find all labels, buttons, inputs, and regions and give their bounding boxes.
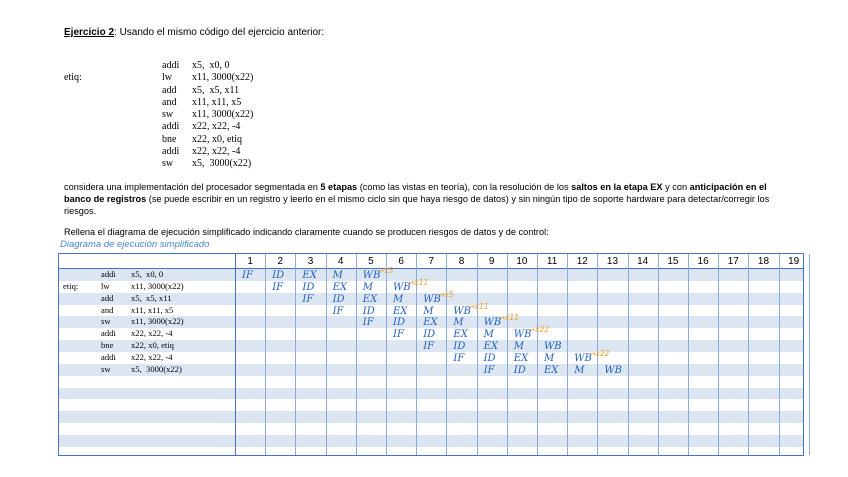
column-divider <box>265 254 266 455</box>
stage-if: IF <box>362 317 374 329</box>
stage-if: IF <box>423 341 435 353</box>
column-divider <box>326 254 327 455</box>
writeback-register-note: →x22 <box>589 348 610 358</box>
diagram-row <box>59 388 803 400</box>
instruction-mnemonic: and <box>101 304 114 315</box>
stage-id: ID <box>332 293 345 305</box>
code-line <box>64 146 253 158</box>
code-operands: x5, x0, 0 <box>192 60 230 71</box>
column-divider <box>356 254 357 455</box>
stage-if: IF <box>242 270 253 281</box>
stage-m: M <box>483 329 494 341</box>
code-operands: x22, x22, -4 <box>192 121 241 133</box>
instruction-mnemonic: lw <box>101 280 110 291</box>
stage-wb: WB <box>423 293 441 305</box>
instruction-operands: x11, 3000(x22) <box>131 316 184 327</box>
writeback-register-note: →x11 <box>408 277 429 287</box>
code-mnemonic: sw <box>162 109 174 121</box>
cycle-header: 17 <box>727 256 739 267</box>
instruction-operands: x5, 3000(x22) <box>131 363 182 374</box>
code-label <box>64 146 128 158</box>
writeback-register-note: →x22 <box>528 325 550 335</box>
diagram-caption: Diagrama de ejecución simplificado <box>60 239 210 250</box>
stage-if: IF <box>393 329 404 341</box>
code-label <box>64 158 128 170</box>
stage-ex: EX <box>423 317 438 329</box>
code-operands: x11, 3000(x22) <box>192 109 254 121</box>
description-paragraph: considera una implementación del procesador segmentada en 5 etapas (como las vistas en teoría), con la resolución de los saltos en la etapa EX y con anticipación en el banco de registros (se puede escribir en un registro y leerlo en el mismo ciclo sin que haya riesgo de datos) y sin ningún tipo de soporte hardware para detectar/corregir los riesgos. <box>64 182 770 216</box>
code-operands: x11, x11, x5 <box>192 96 242 108</box>
stage-if: IF <box>483 364 495 376</box>
header-divider <box>59 268 803 269</box>
stage-m: M <box>544 352 555 364</box>
stage-wb: WB <box>362 270 381 281</box>
column-divider <box>567 254 568 455</box>
stage-ex: EX <box>513 352 529 364</box>
code-label <box>64 85 128 97</box>
stage-ex: EX <box>544 364 559 376</box>
instruction-operands: x11, x11, x5 <box>131 304 174 315</box>
code-label <box>64 121 128 133</box>
column-divider <box>386 254 387 455</box>
cycle-header: 4 <box>337 256 344 267</box>
stage-if: IF <box>272 281 284 293</box>
instruction-mnemonic: addi <box>101 351 116 362</box>
cycle-header: 14 <box>637 256 649 267</box>
stage-ex: EX <box>453 329 468 341</box>
cycle-header: 16 <box>697 256 709 267</box>
cycle-header: 6 <box>398 256 404 267</box>
column-divider <box>295 254 296 455</box>
column-divider <box>748 254 749 455</box>
stage-m: M <box>423 305 434 317</box>
diagram-row <box>59 447 803 459</box>
code-line <box>64 72 253 84</box>
diagram-row <box>59 399 803 411</box>
instruction-operands: x5, x5, x11 <box>131 292 172 303</box>
exercise-intro: : Usando el mismo código del ejercicio anterior: <box>114 27 325 38</box>
stage-wb: WB <box>453 305 472 317</box>
column-divider <box>628 254 629 455</box>
stage-ex: EX <box>393 305 408 317</box>
column-divider <box>718 254 719 455</box>
diagram-row <box>59 411 803 423</box>
code-mnemonic: lw <box>162 72 172 84</box>
stage-m: M <box>574 364 585 376</box>
stage-ex: EX <box>362 293 378 305</box>
cycle-header: 13 <box>606 256 619 267</box>
code-mnemonic: bne <box>162 133 177 145</box>
execution-diagram <box>58 253 804 456</box>
code-operands: x22, x0, etiq <box>192 133 242 145</box>
instruction-mnemonic: bne <box>101 340 114 351</box>
stage-wb: WB <box>393 281 411 293</box>
stage-ex: EX <box>483 341 499 353</box>
column-divider <box>658 254 659 455</box>
stage-m: M <box>453 317 464 329</box>
stage-wb: WB <box>544 341 562 353</box>
code-label: etiq: <box>64 72 82 84</box>
code-label <box>64 97 128 109</box>
stage-m: M <box>332 270 343 281</box>
column-divider <box>688 254 689 455</box>
code-operands: x11, 3000(x22) <box>192 72 254 84</box>
column-divider <box>809 254 810 455</box>
cycle-header: 8 <box>458 256 465 267</box>
stage-id: ID <box>513 364 526 376</box>
instruction-mnemonic: addi <box>101 269 116 279</box>
instruction-label: etiq: <box>63 280 79 291</box>
diagram-row <box>59 423 803 435</box>
column-divider <box>507 254 508 455</box>
instruction-operands: x5, x0, 0 <box>131 269 164 279</box>
cycle-header: 10 <box>516 256 528 267</box>
instruction-operands: x22, x22, -4 <box>131 351 173 362</box>
cycle-header: 12 <box>576 256 588 267</box>
cycle-header: 1 <box>247 256 253 267</box>
code-operands: x22, x22, -4 <box>192 146 241 158</box>
code-line <box>64 97 253 109</box>
instruction-mnemonic: sw <box>101 363 111 374</box>
code-label <box>64 134 128 146</box>
stage-ex: EX <box>302 270 317 281</box>
code-operands: x5, x5, x11 <box>192 84 240 96</box>
instruction-mnemonic: add <box>101 292 114 303</box>
column-divider <box>235 254 236 455</box>
exercise-title <box>64 27 324 38</box>
code-line <box>64 121 253 133</box>
writeback-register-note: →x11 <box>498 313 519 323</box>
stage-wb: WB <box>483 317 502 329</box>
writeback-register-note: →x5 <box>438 289 454 299</box>
stage-if: IF <box>302 293 314 305</box>
instruction-mnemonic: addi <box>101 328 116 339</box>
stage-if: IF <box>453 352 465 364</box>
exercise-number: Ejercicio 2 <box>64 27 115 38</box>
instruction-operands: x22, x0, etiq <box>131 340 174 351</box>
column-divider <box>446 254 447 455</box>
instruction-operands: x22, x22, -4 <box>131 328 173 339</box>
stage-id: ID <box>362 305 375 317</box>
code-line <box>64 109 253 121</box>
stage-id: ID <box>423 329 436 341</box>
code-operands: x5, 3000(x22) <box>192 158 252 170</box>
code-listing <box>64 60 253 171</box>
writeback-register-note: →x11 <box>468 301 489 311</box>
diagram-row <box>59 376 803 388</box>
code-line <box>64 60 253 72</box>
stage-m: M <box>393 293 404 305</box>
code-mnemonic: addi <box>162 121 180 133</box>
column-divider <box>779 254 780 455</box>
column-divider <box>537 254 538 455</box>
stage-id: ID <box>453 341 466 353</box>
code-line <box>64 158 253 170</box>
code-label <box>64 60 128 72</box>
code-label <box>64 109 128 121</box>
code-mnemonic: addi <box>162 146 180 158</box>
cycle-header: 15 <box>667 256 679 267</box>
code-mnemonic: and <box>162 96 177 108</box>
writeback-register-note: →x5 <box>377 266 394 275</box>
code-mnemonic: addi <box>162 60 180 71</box>
code-mnemonic: add <box>162 84 177 96</box>
code-line <box>64 134 253 146</box>
cycle-header: 3 <box>307 256 314 267</box>
cycle-header: 2 <box>277 256 284 267</box>
stage-id: ID <box>483 352 496 364</box>
instruction-operands: x11, 3000(x22) <box>131 280 184 291</box>
stage-wb: WB <box>513 329 532 341</box>
cycle-header: 7 <box>428 256 435 267</box>
stage-ex: EX <box>332 281 348 293</box>
column-divider <box>477 254 478 455</box>
cycle-header: 5 <box>368 256 374 267</box>
cycle-header: 9 <box>488 256 495 267</box>
cycle-header: 11 <box>546 256 558 267</box>
instruction-mnemonic: sw <box>101 316 111 327</box>
code-mnemonic: sw <box>162 158 174 170</box>
stage-wb: WB <box>574 352 592 364</box>
diagram-row <box>59 269 803 281</box>
stage-wb: WB <box>604 364 623 376</box>
stage-if: IF <box>332 305 344 317</box>
stage-id: ID <box>302 281 315 293</box>
stage-m: M <box>362 281 374 293</box>
cycle-header: 18 <box>757 256 770 267</box>
diagram-row <box>59 435 803 447</box>
stage-id: ID <box>272 270 285 281</box>
stage-m: M <box>513 341 525 353</box>
code-line <box>64 85 253 97</box>
stage-id: ID <box>393 317 405 329</box>
instruction-paragraph: Rellena el diagrama de ejecución simplificado indicando claramente cuando se producen riesgos de datos y de control: <box>64 227 549 237</box>
cycle-header: 19 <box>788 256 800 267</box>
